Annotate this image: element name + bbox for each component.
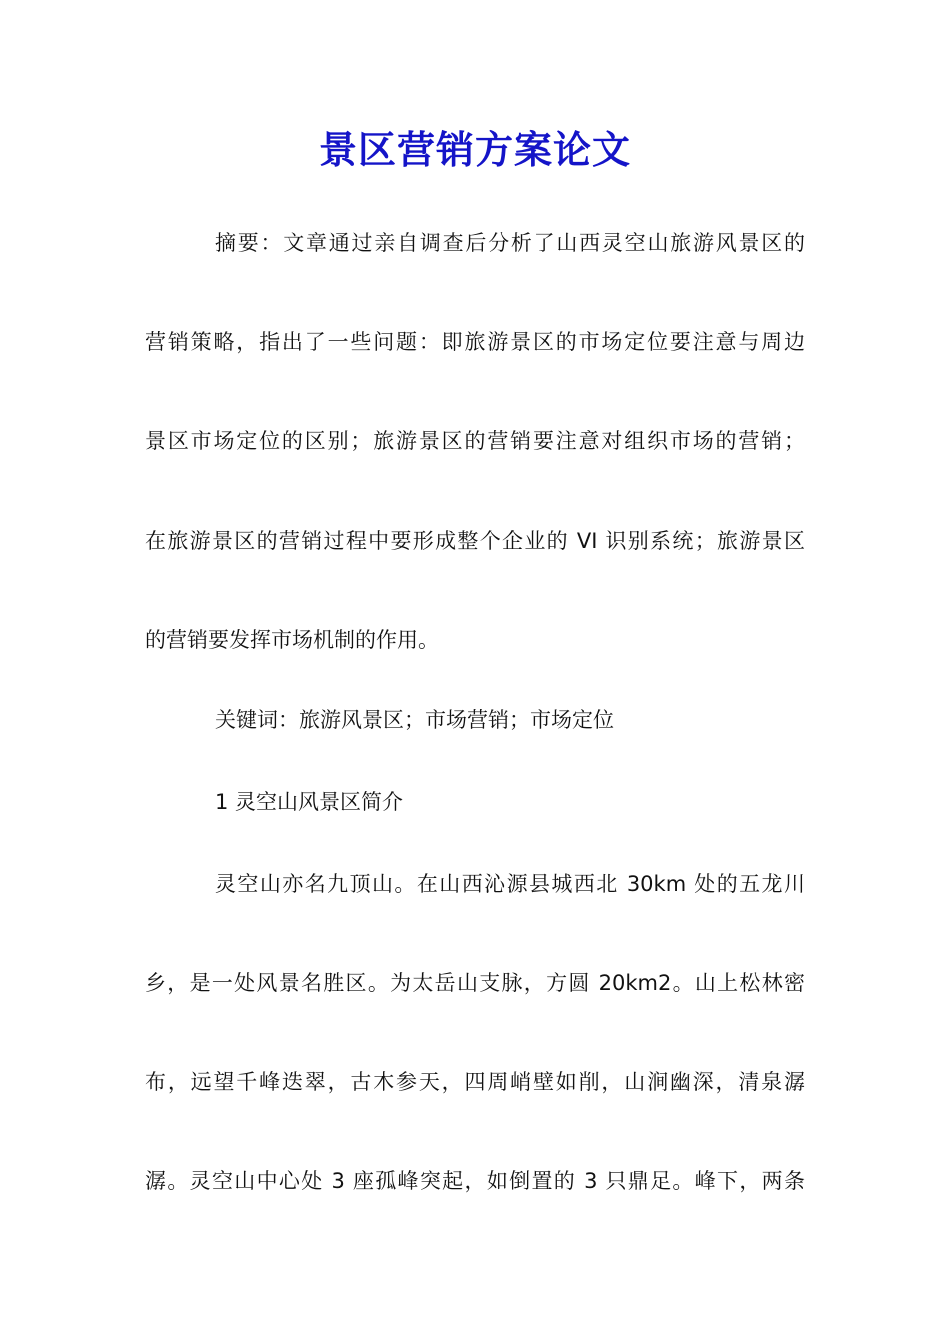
body-line-4: 潺。灵空山中心处 3 座孤峰突起，如倒置的 3 只鼎足。峰下，两条 [145,1169,805,1193]
abstract-line-3: 景区市场定位的区别；旅游景区的营销要注意对组织市场的营销； [145,429,805,453]
body-line-3: 布，远望千峰迭翠，古木参天，四周峭壁如削，山涧幽深，清泉潺 [145,1070,805,1094]
keywords-line: 关键词：旅游风景区；市场营销；市场定位 [215,708,614,732]
section-heading: 1 灵空山风景区简介 [215,790,404,814]
body-line-2: 乡，是一处风景名胜区。为太岳山支脉，方圆 20km2。山上松林密 [145,971,805,995]
body-line-1: 灵空山亦名九顶山。在山西沁源县城西北 30km 处的五龙川 [215,872,805,896]
abstract-line-2: 营销策略，指出了一些问题：即旅游景区的市场定位要注意与周边 [145,330,805,354]
abstract-line-1: 摘要：文章通过亲自调查后分析了山西灵空山旅游风景区的 [215,231,805,255]
abstract-line-4: 在旅游景区的营销过程中要形成整个企业的 VI 识别系统；旅游景区 [145,529,805,553]
abstract-line-5: 的营销要发挥市场机制的作用。 [145,628,439,652]
document-title: 景区营销方案论文 [318,127,631,172]
